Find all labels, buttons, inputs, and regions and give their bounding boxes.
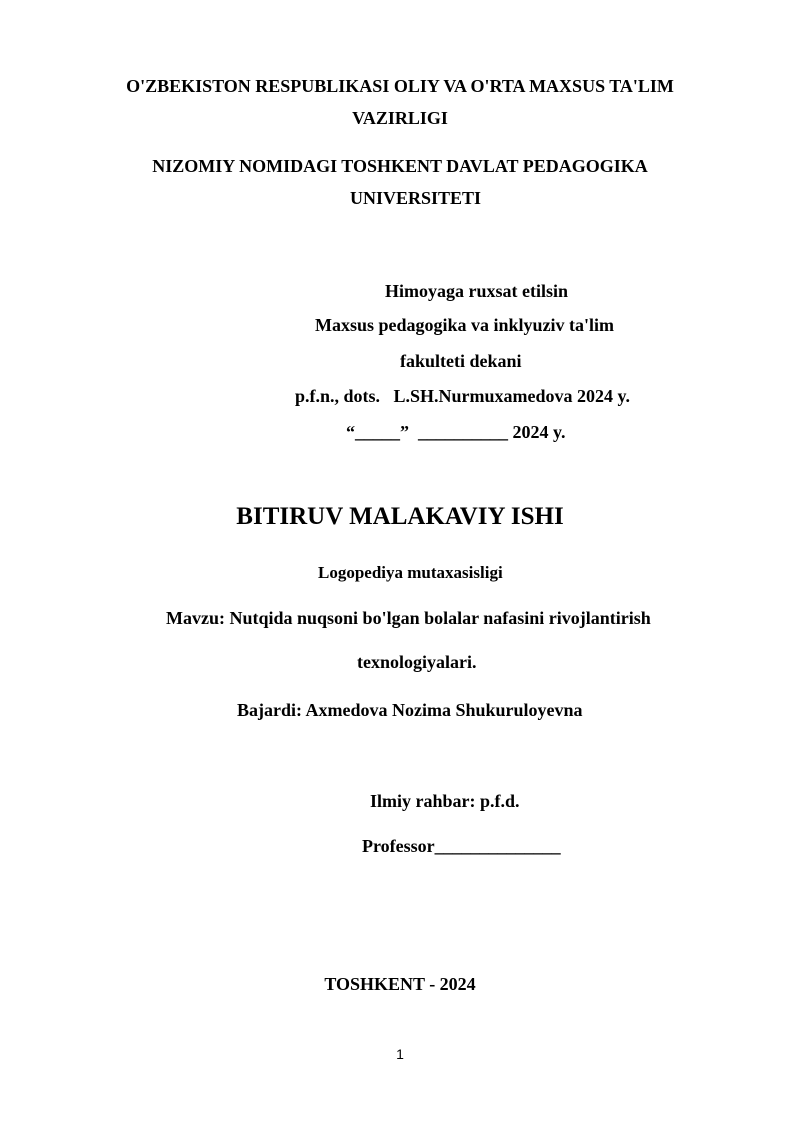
supervisor-line2: Professor______________ bbox=[362, 836, 561, 856]
topic-line1: Mavzu: Nutqida nuqsoni bo'lgan bolalar nafasini rivojlantirish bbox=[166, 608, 651, 628]
ministry-heading-line1: O'ZBEKISTON RESPUBLIKASI OLIY VA O'RTA MAXSUS TA'LIM bbox=[126, 76, 674, 96]
city-year: TOSHKENT - 2024 bbox=[324, 974, 476, 994]
page-number: 1 bbox=[396, 1046, 404, 1062]
approval-date-line: “_____” __________ 2024 y. bbox=[346, 422, 566, 442]
approval-line2: Maxsus pedagogika va inklyuziv ta'lim bbox=[315, 315, 615, 335]
approval-line3: fakulteti dekani bbox=[400, 351, 522, 371]
ministry-heading-line2: VAZIRLIGI bbox=[352, 108, 448, 128]
supervisor-line1: Ilmiy rahbar: p.f.d. bbox=[370, 791, 520, 811]
document-title: BITIRUV MALAKAVIY ISHI bbox=[236, 503, 564, 530]
topic-line2: texnologiyalari. bbox=[357, 652, 477, 672]
university-heading-line2: UNIVERSITETI bbox=[350, 188, 482, 208]
approval-line1: Himoyaga ruxsat etilsin bbox=[385, 281, 568, 301]
university-heading-line1: NIZOMIY NOMIDAGI TOSHKENT DAVLAT PEDAGOGIKA bbox=[152, 156, 648, 176]
specialty-line: Logopediya mutaxasisligi bbox=[318, 563, 503, 582]
approval-line4: p.f.n., dots. L.SH.Nurmuxamedova 2024 y. bbox=[295, 386, 631, 406]
author-line: Bajardi: Axmedova Nozima Shukuruloyevna bbox=[237, 700, 583, 720]
